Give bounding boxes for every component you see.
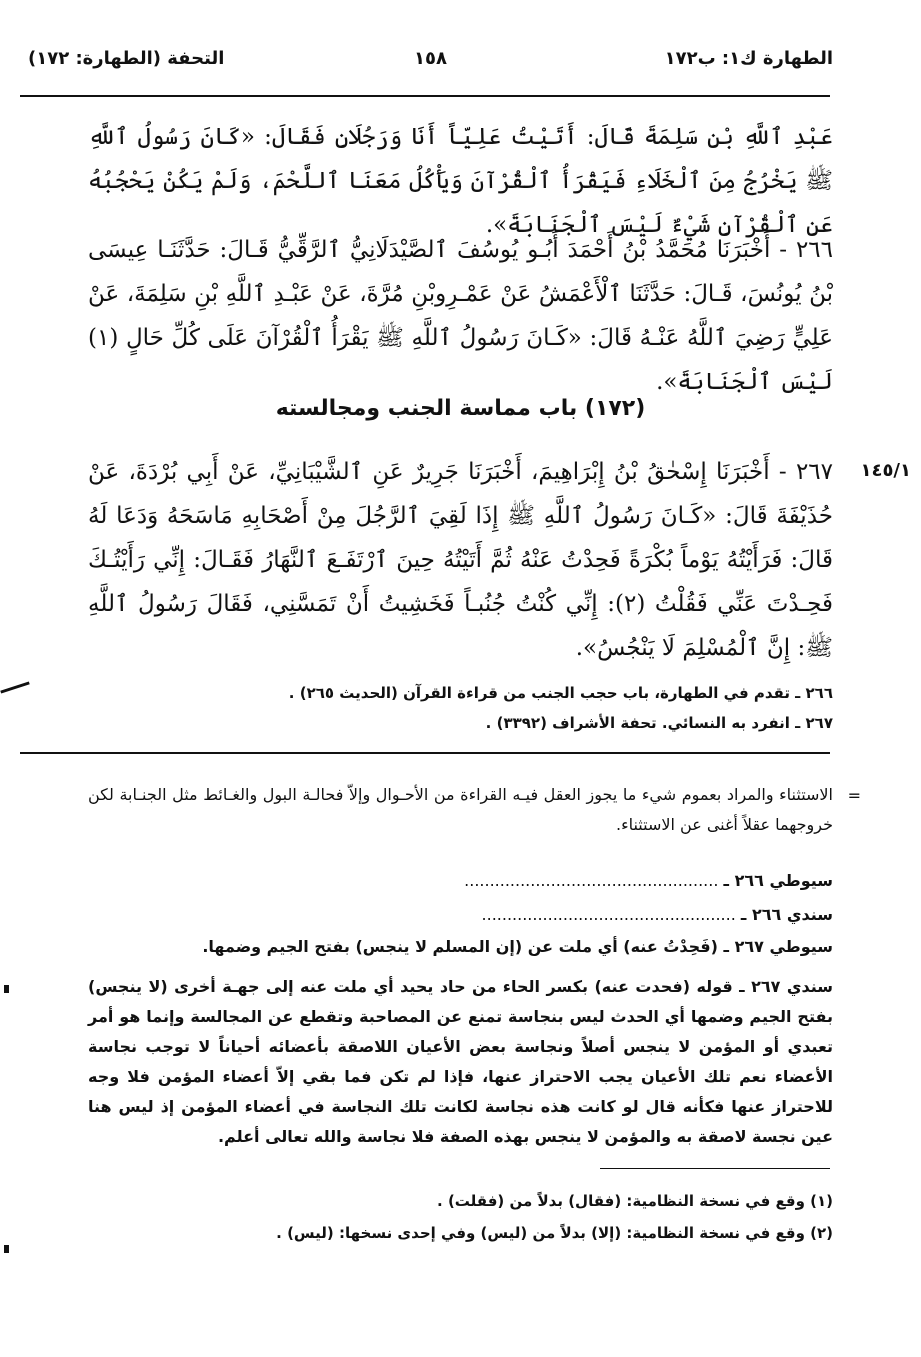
running-header xyxy=(28,48,833,82)
suyuti-266 xyxy=(88,866,833,896)
dotted-leader: .................................................. xyxy=(464,871,719,890)
suyuti-267: سيوطي ٢٦٧ ـ (فَحِدْتُ عنه) أي ملت عن (إن المسلم لا ينجس) بفتح الجيم وضمها. xyxy=(202,937,833,956)
hadith-266: ٢٦٦ - أَخْبَرَنَا مُحَمَّدُ بْنُ أَحْمَدَ أَبُـو يُوسُفَ ٱلصَّيْدَلَانِيُّ ٱلرَّقِّيُّ قَـالَ: حَدَّثَنَـا عِيسَى بْنُ يُونُسَ، قَـالَ: حَدَّثَنَا ٱلْأَعْمَشُ عَنْ عَمْـرِوبْنِ مُرَّةَ، عَنْ عَبْـدِ ٱللَّهِ بْنِ سَلِمَةَ، عَنْ عَلِيٍّ رَضِيَ ٱللَّهُ عَنْـهُ قَالَ: «كَـانَ رَسُولُ ٱللَّهِ ﷺ يَقْرَأُ ٱلْقُرْآنَ عَلَى كُلِّ حَالٍ (١) لَيْسَ ٱلْجَنَابَةَ». xyxy=(88,237,833,395)
header-rule xyxy=(20,95,830,97)
margin-mark xyxy=(0,681,29,693)
chapter-title: (١٧٢) باب مماسة الجنب ومجالسته xyxy=(275,396,646,421)
hadith-continuation: عَبْدِ ٱللَّهِ بْنِ سَلِمَةَ قَالَ: أَتَيْتُ عَلِيّاً أَنَا وَرَجُلَانِ فَقَالَ: «كَانَ رَسُولُ ٱللَّهِ ﷺ يَخْرُجُ مِنَ ٱلْخَلَاءِ فَيَقْرَأُ ٱلْقُرْآنَ وَيَأْكُلُ مَعَنَا ٱللَّحْمَ، وَلَمْ يَكُنْ يَحْجُبُهُ عَنِ ٱلْقُرْآنِ شَيْءٌ لَيْسَ ٱلْجَنَابَةَ». xyxy=(88,124,833,238)
reference-266: ٢٦٦ ـ تقدم في الطهارة، باب حجب الجنب من قراءة القرآن (الحديث ٢٦٥) . xyxy=(288,684,833,702)
sindi-266 xyxy=(88,900,833,930)
margin-dot xyxy=(4,1245,9,1253)
footnote-rule xyxy=(600,1168,830,1169)
dotted-leader: .................................................. xyxy=(481,905,736,924)
suyuti-266-label: سيوطي ٢٦٦ ـ xyxy=(723,871,833,890)
continuation-mark: = xyxy=(847,786,861,805)
footnote-2: (٢) وقع في نسخة النظامية: (إلا) بدلاً من (ليس) وفي إحدى نسخها: (ليس) . xyxy=(276,1224,833,1242)
footnote-1: (١) وقع في نسخة النظامية: (فقال) بدلاً من (فقلت) . xyxy=(437,1192,833,1210)
sindi-266-label: سندي ٢٦٦ ـ xyxy=(740,905,833,924)
sindi-267: سندي ٢٦٧ ـ قوله (فحدت عنه) بكسر الحاء من حاد يحيد أي ملت عنه إلى جهـة أخرى (لا ينجس) بفتح الجيم وضمها أي الحدث ليس بنجاسة تمنع عن المصاحبة وتقطع عن المجالسة وإنما هو أمر تعبدي أو المؤمن لا ينجس أصلاً ونجاسة بعض الأعيان اللاصقة بأعضائه أحياناً لا توجب نجاسة الأعضاء نعم تلك الأعيان يجب الاحتراز عنها، فإذا لم تكن فما بقي إلاّ أعضاء المؤمن فلا وجه للاحتراز عنها فكأنه قال لو كانت هذه نجاسة لكانت تلك النجاسة في أعضاء المؤمن إذ ليس هنا عين نجسة لاصقة به والمؤمن لا ينجس بهذه الصفة فلا نجاسة والله تعالى أعلم. xyxy=(88,977,833,1146)
commentary-intro: الاستثناء والمراد بعموم شيء ما يجوز العقل فيـه القراءة من الأحـوال وإلاّ فحالـة البول والغـائط مثل الجنـابة لكن خروجهما عقلاً أغنى عن الاستثناء. xyxy=(88,785,833,834)
references-rule xyxy=(20,752,830,754)
marginal-reference: ١٤٥/١ xyxy=(860,460,911,481)
page-number: ١٥٨ xyxy=(414,48,447,69)
header-reference: التحفة (الطهارة: ١٧٢) xyxy=(28,48,225,69)
margin-dot xyxy=(4,985,9,993)
hadith-267: ٢٦٧ - أَخْبَرَنَا إِسْحٰقُ بْنُ إِبْرَاهِيمَ، أَخْبَرَنَا جَرِيرٌ عَنِ ٱلشَّيْبَانِيِّ، عَنْ أَبِي بُرْدَةَ، عَنْ حُذَيْفَةَ قَالَ: «كَـانَ رَسُولُ ٱللَّهِ ﷺ إِذَا لَقِيَ ٱلرَّجُلَ مِنْ أَصْحَابِهِ مَاسَحَهُ وَدَعَا لَهُ قَالَ: فَرَأَيْتُهُ يَوْماً بُكْرَةً فَحِدْتُ عَنْهُ ثُمَّ أَتَيْتُهُ حِينَ ٱرْتَفَـعَ ٱلنَّهَارُ فَقَـالَ: إِنِّي رَأَيْتُـكَ فَحِـدْتَ عَنِّي فَقُلْتُ (٢): إِنِّي كُنْتُ جُنُبـاً فَخَشِيتُ أَنْ تَمَسَّنِي، فَقَالَ رَسُولُ ٱللَّهِ ﷺ: إِنَّ ٱلْمُسْلِمَ لَا يَنْجُسُ». xyxy=(88,459,834,661)
header-section-label: الطهارة ك١: ب١٧٢ xyxy=(664,48,833,69)
reference-267: ٢٦٧ ـ انفرد به النسائي. تحفة الأشراف (٣٣٩٢) . xyxy=(485,714,833,732)
